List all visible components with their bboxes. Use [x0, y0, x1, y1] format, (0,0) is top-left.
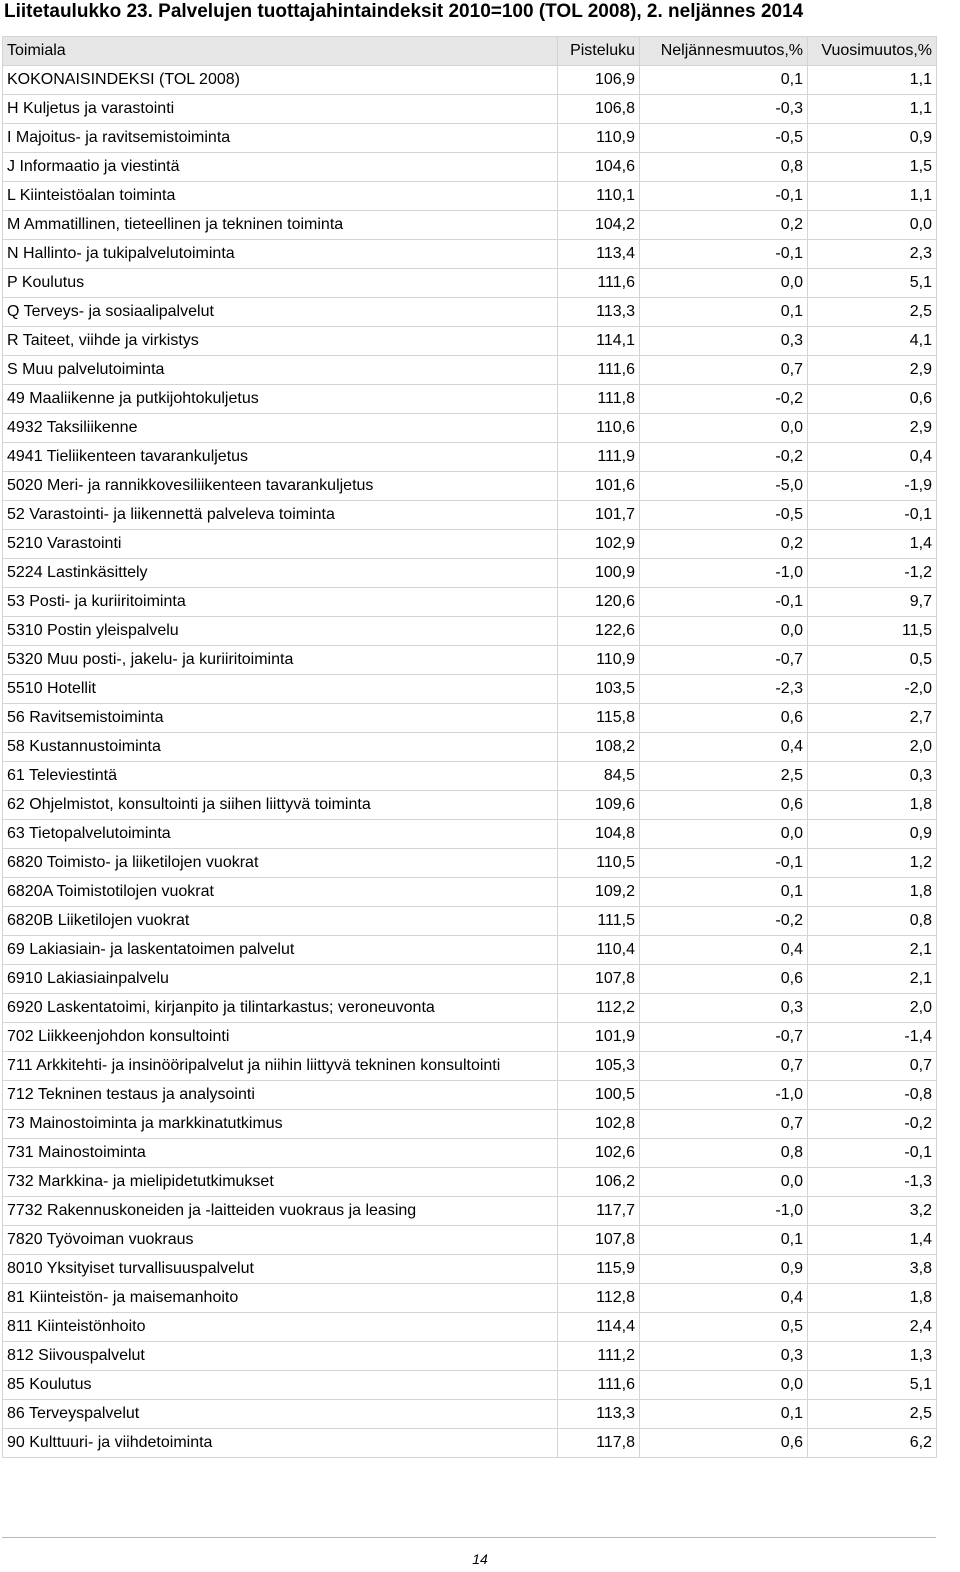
neljannesmuutos-cell: 0,3: [640, 327, 808, 356]
neljannesmuutos-cell: 0,6: [640, 965, 808, 994]
pisteluku-cell: 117,7: [558, 1197, 640, 1226]
toimiala-cell: 58 Kustannustoiminta: [3, 733, 558, 762]
neljannesmuutos-cell: 0,1: [640, 1226, 808, 1255]
neljannesmuutos-cell: 0,4: [640, 1284, 808, 1313]
table-row: [3, 1139, 937, 1168]
table-row: [3, 1342, 937, 1371]
toimiala-cell: KOKONAISINDEKSI (TOL 2008): [3, 66, 558, 95]
footer-divider: [2, 1537, 936, 1538]
vuosimuutos-cell: 2,0: [808, 733, 937, 762]
toimiala-cell: 5210 Varastointi: [3, 530, 558, 559]
table-row: [3, 124, 937, 153]
neljannesmuutos-cell: -2,3: [640, 675, 808, 704]
neljannesmuutos-cell: 0,1: [640, 1400, 808, 1429]
toimiala-cell: 63 Tietopalvelutoiminta: [3, 820, 558, 849]
toimiala-cell: 49 Maaliikenne ja putkijohtokuljetus: [3, 385, 558, 414]
neljannesmuutos-cell: -0,1: [640, 849, 808, 878]
neljannesmuutos-cell: -0,1: [640, 182, 808, 211]
table-row: [3, 1110, 937, 1139]
header-pisteluku: Pisteluku: [558, 37, 640, 66]
spacer-cell: [3, 1458, 937, 1488]
neljannesmuutos-cell: 0,6: [640, 1429, 808, 1458]
neljannesmuutos-cell: 0,6: [640, 791, 808, 820]
pisteluku-cell: 111,9: [558, 443, 640, 472]
table-row: [3, 791, 937, 820]
table-row: [3, 1429, 937, 1458]
table-row: [3, 820, 937, 849]
pisteluku-cell: 107,8: [558, 1226, 640, 1255]
vuosimuutos-cell: 2,4: [808, 1313, 937, 1342]
neljannesmuutos-cell: 0,0: [640, 1371, 808, 1400]
page-number: 14: [472, 1551, 488, 1567]
table-row: [3, 675, 937, 704]
pisteluku-cell: 84,5: [558, 762, 640, 791]
header-neljannesmuutos: Neljännesmuutos,%: [640, 37, 808, 66]
vuosimuutos-cell: 1,5: [808, 153, 937, 182]
table-header: [3, 37, 937, 66]
neljannesmuutos-cell: 0,3: [640, 1342, 808, 1371]
pisteluku-cell: 122,6: [558, 617, 640, 646]
toimiala-cell: 90 Kulttuuri- ja viihdetoiminta: [3, 1429, 558, 1458]
table-row: [3, 1023, 937, 1052]
toimiala-cell: R Taiteet, viihde ja virkistys: [3, 327, 558, 356]
vuosimuutos-cell: 5,1: [808, 269, 937, 298]
table-row: [3, 95, 937, 124]
table-row: [3, 1284, 937, 1313]
neljannesmuutos-cell: -0,7: [640, 646, 808, 675]
vuosimuutos-cell: 2,0: [808, 994, 937, 1023]
pisteluku-cell: 107,8: [558, 965, 640, 994]
table-row: [3, 501, 937, 530]
neljannesmuutos-cell: -5,0: [640, 472, 808, 501]
pisteluku-cell: 110,5: [558, 849, 640, 878]
pisteluku-cell: 100,9: [558, 559, 640, 588]
table-row: [3, 1255, 937, 1284]
neljannesmuutos-cell: -0,1: [640, 240, 808, 269]
table-row: [3, 559, 937, 588]
pisteluku-cell: 106,8: [558, 95, 640, 124]
toimiala-cell: 6820B Liiketilojen vuokrat: [3, 907, 558, 936]
toimiala-cell: 61 Televiestintä: [3, 762, 558, 791]
neljannesmuutos-cell: 0,2: [640, 211, 808, 240]
table-row: [3, 211, 937, 240]
neljannesmuutos-cell: 0,7: [640, 356, 808, 385]
pisteluku-cell: 102,8: [558, 1110, 640, 1139]
toimiala-cell: 732 Markkina- ja mielipidetutkimukset: [3, 1168, 558, 1197]
vuosimuutos-cell: -0,2: [808, 1110, 937, 1139]
table-row: [3, 356, 937, 385]
table-row: [3, 385, 937, 414]
pisteluku-cell: 104,8: [558, 820, 640, 849]
table-row: [3, 66, 937, 95]
toimiala-cell: 81 Kiinteistön- ja maisemanhoito: [3, 1284, 558, 1313]
neljannesmuutos-cell: 0,5: [640, 1313, 808, 1342]
pisteluku-cell: 108,2: [558, 733, 640, 762]
toimiala-cell: 86 Terveyspalvelut: [3, 1400, 558, 1429]
toimiala-cell: I Majoitus- ja ravitsemistoiminta: [3, 124, 558, 153]
table-row: [3, 762, 937, 791]
vuosimuutos-cell: -1,4: [808, 1023, 937, 1052]
vuosimuutos-cell: 0,5: [808, 646, 937, 675]
table-row: [3, 472, 937, 501]
vuosimuutos-cell: 9,7: [808, 588, 937, 617]
pisteluku-cell: 109,6: [558, 791, 640, 820]
pisteluku-cell: 100,5: [558, 1081, 640, 1110]
toimiala-cell: 52 Varastointi- ja liikennettä palveleva toiminta: [3, 501, 558, 530]
page-title: Liitetaulukko 23. Palvelujen tuottajahintaindeksit 2010=100 (TOL 2008), 2. neljännes 2014: [4, 1, 804, 22]
toimiala-cell: L Kiinteistöalan toiminta: [3, 182, 558, 211]
toimiala-cell: 5510 Hotellit: [3, 675, 558, 704]
toimiala-cell: S Muu palvelutoiminta: [3, 356, 558, 385]
table-row: [3, 182, 937, 211]
neljannesmuutos-cell: 0,0: [640, 269, 808, 298]
vuosimuutos-cell: 2,9: [808, 356, 937, 385]
neljannesmuutos-cell: 0,6: [640, 704, 808, 733]
pisteluku-cell: 111,6: [558, 356, 640, 385]
neljannesmuutos-cell: 0,8: [640, 1139, 808, 1168]
vuosimuutos-cell: 1,4: [808, 530, 937, 559]
pisteluku-cell: 101,7: [558, 501, 640, 530]
pisteluku-cell: 111,5: [558, 907, 640, 936]
neljannesmuutos-cell: 0,9: [640, 1255, 808, 1284]
pisteluku-cell: 113,3: [558, 298, 640, 327]
toimiala-cell: Q Terveys- ja sosiaalipalvelut: [3, 298, 558, 327]
toimiala-cell: 5224 Lastinkäsittely: [3, 559, 558, 588]
table-bottom-spacer: [3, 1458, 937, 1488]
neljannesmuutos-cell: 0,0: [640, 617, 808, 646]
neljannesmuutos-cell: 0,0: [640, 414, 808, 443]
table-row: [3, 414, 937, 443]
toimiala-cell: 62 Ohjelmistot, konsultointi ja siihen liittyvä toiminta: [3, 791, 558, 820]
table-row: [3, 153, 937, 182]
table-row: [3, 269, 937, 298]
table-row: [3, 704, 937, 733]
pisteluku-cell: 104,2: [558, 211, 640, 240]
vuosimuutos-cell: 1,3: [808, 1342, 937, 1371]
neljannesmuutos-cell: 0,0: [640, 1168, 808, 1197]
pisteluku-cell: 103,5: [558, 675, 640, 704]
table-row: [3, 1226, 937, 1255]
vuosimuutos-cell: 0,9: [808, 124, 937, 153]
pisteluku-cell: 101,9: [558, 1023, 640, 1052]
vuosimuutos-cell: 1,1: [808, 95, 937, 124]
toimiala-cell: 53 Posti- ja kuriiritoiminta: [3, 588, 558, 617]
neljannesmuutos-cell: 0,1: [640, 298, 808, 327]
pisteluku-cell: 106,9: [558, 66, 640, 95]
table-row: [3, 733, 937, 762]
vuosimuutos-cell: -0,8: [808, 1081, 937, 1110]
vuosimuutos-cell: 2,1: [808, 936, 937, 965]
vuosimuutos-cell: 4,1: [808, 327, 937, 356]
vuosimuutos-cell: 0,0: [808, 211, 937, 240]
table-row: [3, 1197, 937, 1226]
neljannesmuutos-cell: 0,2: [640, 530, 808, 559]
pisteluku-cell: 110,1: [558, 182, 640, 211]
neljannesmuutos-cell: -0,3: [640, 95, 808, 124]
toimiala-cell: 702 Liikkeenjohdon konsultointi: [3, 1023, 558, 1052]
vuosimuutos-cell: 0,7: [808, 1052, 937, 1081]
toimiala-cell: 812 Siivouspalvelut: [3, 1342, 558, 1371]
toimiala-cell: J Informaatio ja viestintä: [3, 153, 558, 182]
table-row: [3, 530, 937, 559]
toimiala-cell: H Kuljetus ja varastointi: [3, 95, 558, 124]
vuosimuutos-cell: -2,0: [808, 675, 937, 704]
toimiala-cell: 7820 Työvoiman vuokraus: [3, 1226, 558, 1255]
toimiala-cell: 712 Tekninen testaus ja analysointi: [3, 1081, 558, 1110]
vuosimuutos-cell: 2,9: [808, 414, 937, 443]
table-row: [3, 849, 937, 878]
pisteluku-cell: 110,9: [558, 124, 640, 153]
vuosimuutos-cell: 2,1: [808, 965, 937, 994]
table-row: [3, 878, 937, 907]
neljannesmuutos-cell: 2,5: [640, 762, 808, 791]
neljannesmuutos-cell: 0,3: [640, 994, 808, 1023]
toimiala-cell: 85 Koulutus: [3, 1371, 558, 1400]
toimiala-cell: 6820A Toimistotilojen vuokrat: [3, 878, 558, 907]
vuosimuutos-cell: -0,1: [808, 501, 937, 530]
vuosimuutos-cell: -0,1: [808, 1139, 937, 1168]
neljannesmuutos-cell: -0,5: [640, 501, 808, 530]
table-row: [3, 443, 937, 472]
toimiala-cell: 711 Arkkitehti- ja insinööripalvelut ja niihin liittyvä tekninen konsultointi: [3, 1052, 558, 1081]
neljannesmuutos-cell: -0,1: [640, 588, 808, 617]
vuosimuutos-cell: 0,9: [808, 820, 937, 849]
toimiala-cell: 4932 Taksiliikenne: [3, 414, 558, 443]
vuosimuutos-cell: 6,2: [808, 1429, 937, 1458]
toimiala-cell: 811 Kiinteistönhoito: [3, 1313, 558, 1342]
vuosimuutos-cell: 0,6: [808, 385, 937, 414]
toimiala-cell: 73 Mainostoiminta ja markkinatutkimus: [3, 1110, 558, 1139]
neljannesmuutos-cell: -1,0: [640, 559, 808, 588]
vuosimuutos-cell: 1,8: [808, 791, 937, 820]
toimiala-cell: 6820 Toimisto- ja liiketilojen vuokrat: [3, 849, 558, 878]
neljannesmuutos-cell: -0,5: [640, 124, 808, 153]
pisteluku-cell: 109,2: [558, 878, 640, 907]
vuosimuutos-cell: -1,2: [808, 559, 937, 588]
table-row: [3, 240, 937, 269]
pisteluku-cell: 117,8: [558, 1429, 640, 1458]
toimiala-cell: 6910 Lakiasiainpalvelu: [3, 965, 558, 994]
table-row: [3, 1400, 937, 1429]
neljannesmuutos-cell: 0,8: [640, 153, 808, 182]
vuosimuutos-cell: 2,7: [808, 704, 937, 733]
vuosimuutos-cell: 2,5: [808, 298, 937, 327]
neljannesmuutos-cell: -1,0: [640, 1197, 808, 1226]
toimiala-cell: 731 Mainostoiminta: [3, 1139, 558, 1168]
neljannesmuutos-cell: -0,2: [640, 907, 808, 936]
neljannesmuutos-cell: 0,7: [640, 1052, 808, 1081]
pisteluku-cell: 115,8: [558, 704, 640, 733]
pisteluku-cell: 101,6: [558, 472, 640, 501]
vuosimuutos-cell: -1,3: [808, 1168, 937, 1197]
pisteluku-cell: 114,4: [558, 1313, 640, 1342]
pisteluku-cell: 102,9: [558, 530, 640, 559]
vuosimuutos-cell: 1,2: [808, 849, 937, 878]
vuosimuutos-cell: 1,1: [808, 182, 937, 211]
neljannesmuutos-cell: 0,1: [640, 66, 808, 95]
toimiala-cell: 56 Ravitsemistoiminta: [3, 704, 558, 733]
toimiala-cell: 7732 Rakennuskoneiden ja -laitteiden vuokraus ja leasing: [3, 1197, 558, 1226]
toimiala-cell: 5320 Muu posti-, jakelu- ja kuriiritoiminta: [3, 646, 558, 675]
vuosimuutos-cell: 11,5: [808, 617, 937, 646]
pisteluku-cell: 106,2: [558, 1168, 640, 1197]
header-toimiala: Toimiala: [3, 37, 558, 66]
neljannesmuutos-cell: -1,0: [640, 1081, 808, 1110]
table-row: [3, 1052, 937, 1081]
vuosimuutos-cell: 3,2: [808, 1197, 937, 1226]
table-row: [3, 965, 937, 994]
table-row: [3, 907, 937, 936]
vuosimuutos-cell: 5,1: [808, 1371, 937, 1400]
table-row: [3, 1168, 937, 1197]
table-row: [3, 1081, 937, 1110]
vuosimuutos-cell: -1,9: [808, 472, 937, 501]
table-row: [3, 994, 937, 1023]
neljannesmuutos-cell: -0,7: [640, 1023, 808, 1052]
vuosimuutos-cell: 2,3: [808, 240, 937, 269]
toimiala-cell: M Ammatillinen, tieteellinen ja tekninen toiminta: [3, 211, 558, 240]
pisteluku-cell: 110,9: [558, 646, 640, 675]
pisteluku-cell: 105,3: [558, 1052, 640, 1081]
toimiala-cell: P Koulutus: [3, 269, 558, 298]
pisteluku-cell: 111,2: [558, 1342, 640, 1371]
toimiala-cell: 5020 Meri- ja rannikkovesiliikenteen tavarankuljetus: [3, 472, 558, 501]
vuosimuutos-cell: 1,4: [808, 1226, 937, 1255]
pisteluku-cell: 110,6: [558, 414, 640, 443]
neljannesmuutos-cell: 0,4: [640, 733, 808, 762]
table-row: [3, 588, 937, 617]
pisteluku-cell: 113,4: [558, 240, 640, 269]
neljannesmuutos-cell: -0,2: [640, 385, 808, 414]
toimiala-cell: 5310 Postin yleispalvelu: [3, 617, 558, 646]
neljannesmuutos-cell: 0,1: [640, 878, 808, 907]
vuosimuutos-cell: 2,5: [808, 1400, 937, 1429]
table-row: [3, 936, 937, 965]
toimiala-cell: 6920 Laskentatoimi, kirjanpito ja tilintarkastus; veroneuvonta: [3, 994, 558, 1023]
pisteluku-cell: 102,6: [558, 1139, 640, 1168]
pisteluku-cell: 111,6: [558, 1371, 640, 1400]
vuosimuutos-cell: 3,8: [808, 1255, 937, 1284]
pisteluku-cell: 115,9: [558, 1255, 640, 1284]
neljannesmuutos-cell: 0,4: [640, 936, 808, 965]
table-row: [3, 298, 937, 327]
toimiala-cell: N Hallinto- ja tukipalvelutoiminta: [3, 240, 558, 269]
neljannesmuutos-cell: 0,0: [640, 820, 808, 849]
pisteluku-cell: 120,6: [558, 588, 640, 617]
vuosimuutos-cell: 0,3: [808, 762, 937, 791]
vuosimuutos-cell: 1,8: [808, 878, 937, 907]
pisteluku-cell: 111,8: [558, 385, 640, 414]
pisteluku-cell: 114,1: [558, 327, 640, 356]
vuosimuutos-cell: 1,1: [808, 66, 937, 95]
table-body: [3, 66, 937, 1488]
neljannesmuutos-cell: -0,2: [640, 443, 808, 472]
pisteluku-cell: 112,2: [558, 994, 640, 1023]
vuosimuutos-cell: 1,8: [808, 1284, 937, 1313]
vuosimuutos-cell: 0,4: [808, 443, 937, 472]
pisteluku-cell: 113,3: [558, 1400, 640, 1429]
table-row: [3, 327, 937, 356]
neljannesmuutos-cell: 0,7: [640, 1110, 808, 1139]
pisteluku-cell: 111,6: [558, 269, 640, 298]
toimiala-cell: 4941 Tieliikenteen tavarankuljetus: [3, 443, 558, 472]
header-vuosimuutos: Vuosimuutos,%: [808, 37, 937, 66]
toimiala-cell: 8010 Yksityiset turvallisuuspalvelut: [3, 1255, 558, 1284]
price-index-table: [2, 36, 937, 1488]
toimiala-cell: 69 Lakiasiain- ja laskentatoimen palvelut: [3, 936, 558, 965]
vuosimuutos-cell: 0,8: [808, 907, 937, 936]
table-row: [3, 617, 937, 646]
table-row: [3, 646, 937, 675]
pisteluku-cell: 112,8: [558, 1284, 640, 1313]
table-row: [3, 1313, 937, 1342]
pisteluku-cell: 104,6: [558, 153, 640, 182]
header-row: [3, 37, 937, 66]
pisteluku-cell: 110,4: [558, 936, 640, 965]
table-row: [3, 1371, 937, 1400]
